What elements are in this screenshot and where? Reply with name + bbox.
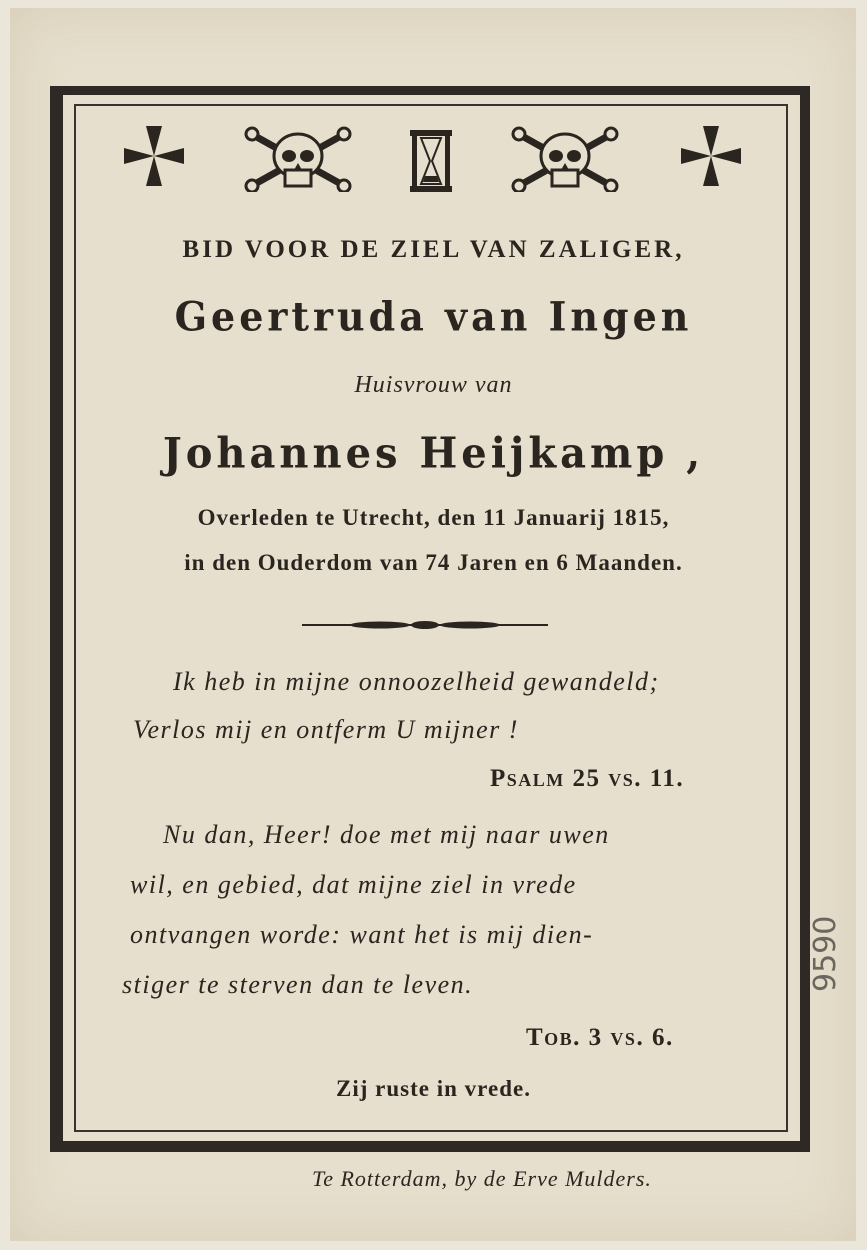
age-line: in den Ouderdom van 74 Jaren en 6 Maanden. — [184, 550, 683, 575]
spouse-name: Johannes Heijkamp , — [162, 428, 705, 479]
death-line: Overleden te Utrecht, den 11 Januarij 1815, — [197, 505, 670, 530]
hourglass-icon — [408, 128, 454, 194]
verse2-reference: Tob. 3 vs. 6. — [526, 1024, 674, 1051]
verse2-line: ontvangen worde: want het is mij dien- — [130, 920, 594, 949]
verse2-line: wil, en gebied, dat mijne ziel in vrede — [130, 870, 577, 899]
relation-line: Huisvrouw van — [354, 372, 513, 398]
pencil-note-text: 9590 — [808, 915, 843, 992]
closing-line: Zij ruste in vrede. — [336, 1076, 531, 1101]
deceased-name: Geertruda van Ingen — [174, 292, 693, 341]
verse2-line: Nu dan, Heer! doe met mij naar uwen — [163, 820, 610, 849]
skull-crossbones-icon — [243, 126, 353, 192]
printer-imprint: Te Rotterdam, by de Erve Mulders. — [312, 1166, 652, 1191]
icon-row — [0, 122, 867, 202]
verse2-line: stiger te sterven dan te leven. — [122, 970, 474, 999]
verse1-line: Ik heb in mijne onnoozelheid gewandeld; — [173, 667, 660, 696]
header-line: BID VOOR DE ZIEL VAN ZALIGER, — [182, 236, 685, 263]
cross-pattee-icon — [677, 122, 745, 190]
ornament-divider — [300, 617, 550, 633]
verse1-reference: Psalm 25 vs. 11. — [490, 765, 685, 792]
skull-crossbones-icon — [510, 126, 620, 192]
verse1-line: Verlos mij en ontferm U mijner ! — [133, 715, 519, 744]
pencil-inventory-number — [808, 905, 848, 1015]
cross-pattee-icon — [120, 122, 188, 190]
